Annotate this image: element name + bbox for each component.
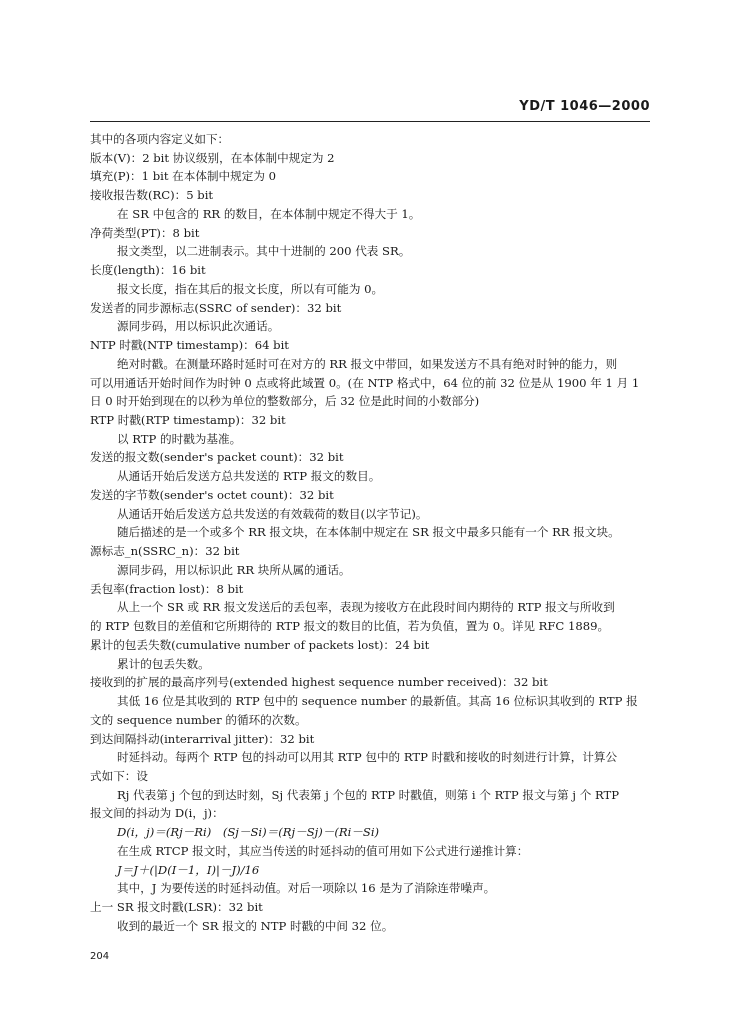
text-line: 的 RTP 包数目的差值和它所期待的 RTP 报文的数目的比值，若为负值，置为 0。详见 RFC 1889。 bbox=[90, 619, 610, 634]
text-line: 报文长度，指在其后的报文长度，所以有可能为 0。 bbox=[117, 281, 384, 296]
text-line: 版本(V)：2 bit 协议级别，在本体制中规定为 2 bbox=[90, 150, 335, 165]
text-line: 发送的报文数(sender's packet count)：32 bit bbox=[90, 450, 344, 465]
text-line: 接收报告数(RC)：5 bit bbox=[90, 188, 214, 203]
text-line: 其低 16 位是其收到的 RTP 包中的 sequence number 的最新值。其高 16 位标识其收到的 RTP 报 bbox=[117, 694, 638, 709]
text-line: 累计的包丢失数(cumulative number of packets lost)：24 bit bbox=[90, 637, 430, 652]
text-line: 收到的最近一个 SR 报文的 NTP 时戳的中间 32 位。 bbox=[117, 918, 394, 933]
body-text bbox=[90, 130, 652, 936]
text-line: 日 0 时开始到现在的以秒为单位的整数部分，后 32 位是此时间的小数部分) bbox=[90, 394, 480, 409]
text-line: 到达间隔抖动(interarrival jitter)：32 bit bbox=[90, 731, 315, 746]
standard-code-header: YD/T 1046—2000 bbox=[519, 99, 650, 114]
text-line: 从通话开始后发送方总共发送的有效载荷的数目(以字节记)。 bbox=[117, 506, 428, 521]
text-line: 发送的字节数(sender's octet count)：32 bit bbox=[90, 487, 334, 502]
text-line: 可以用通话开始时间作为时钟 0 点或将此域置 0。(在 NTP 格式中，64 位的前 32 位是从 1900 年 1 月 1 bbox=[90, 375, 640, 390]
text-line: 源同步码，用以标识此次通话。 bbox=[117, 319, 280, 334]
text-line: 其中，J 为要传送的时延抖动值。对后一项除以 16 是为了消除连带噪声。 bbox=[117, 881, 496, 896]
text-line: 在生成 RTCP 报文时，其应当传送的时延抖动的值可用如下公式进行递推计算： bbox=[117, 843, 529, 858]
text-line: 累计的包丢失数。 bbox=[117, 656, 210, 671]
text-line: 净荷类型(PT)：8 bit bbox=[90, 225, 200, 240]
text-line: 源标志_n(SSRC_n)：32 bit bbox=[90, 544, 240, 559]
text-line: 时延抖动。每两个 RTP 包的抖动可以用其 RTP 包中的 RTP 时戳和接收的时刻进行计算，计算公 bbox=[117, 750, 618, 765]
formula-line: J＝J＋(|D(I－1，I)|－J)/16 bbox=[117, 862, 260, 877]
text-line: 报文类型，以二进制表示。其中十进制的 200 代表 SR。 bbox=[117, 244, 411, 259]
header-rule bbox=[90, 121, 650, 122]
text-line: 源同步码，用以标识此 RR 块所从属的通话。 bbox=[117, 562, 351, 577]
text-line: 随后描述的是一个或多个 RR 报文块，在本体制中规定在 SR 报文中最多只能有一个 RR 报文块。 bbox=[117, 525, 620, 540]
text-line: 长度(length)：16 bit bbox=[90, 263, 206, 278]
text-line: 发送者的同步源标志(SSRC of sender)：32 bit bbox=[90, 300, 342, 315]
text-line: 文的 sequence number 的循环的次数。 bbox=[90, 712, 307, 727]
text-line: 报文间的抖动为 D(i，j)： bbox=[90, 806, 224, 821]
page-number: 204 bbox=[90, 951, 110, 962]
text-line: 从上一个 SR 或 RR 报文发送后的丢包率，表现为接收方在此段时间内期待的 RTP 报文与所收到 bbox=[117, 600, 615, 615]
text-line: 在 SR 中包含的 RR 的数目，在本体制中规定不得大于 1。 bbox=[117, 206, 421, 221]
text-line: 丢包率(fraction lost)：8 bit bbox=[90, 581, 244, 596]
text-line: 填充(P)：1 bit 在本体制中规定为 0 bbox=[90, 169, 276, 184]
text-line: 上一 SR 报文时戳(LSR)：32 bit bbox=[90, 900, 263, 915]
formula-line: D(i，j)＝(Rj－Ri) (Sj－Si)＝(Rj－Sj)－(Ri－Si) bbox=[117, 825, 380, 840]
text-line: 式如下：设 bbox=[90, 768, 148, 783]
text-line: 绝对时戳。在测量环路时延时可在对方的 RR 报文中带回，如果发送方不具有绝对时钟的能力，则 bbox=[117, 356, 618, 371]
text-line: 从通话开始后发送方总共发送的 RTP 报文的数目。 bbox=[117, 469, 381, 484]
text-line: NTP 时戳(NTP timestamp)：64 bit bbox=[90, 338, 289, 353]
text-line: 以 RTP 的时戳为基准。 bbox=[117, 431, 242, 446]
text-line: RTP 时戳(RTP timestamp)：32 bit bbox=[90, 413, 286, 428]
text-line: Rj 代表第 j 个包的到达时刻，Sj 代表第 j 个包的 RTP 时戳值，则第 i 个 RTP 报文与第 j 个 RTP bbox=[117, 787, 620, 802]
text-line: 接收到的扩展的最高序列号(extended highest sequence number received)：32 bit bbox=[90, 675, 548, 690]
text-line: 其中的各项内容定义如下： bbox=[90, 132, 230, 146]
